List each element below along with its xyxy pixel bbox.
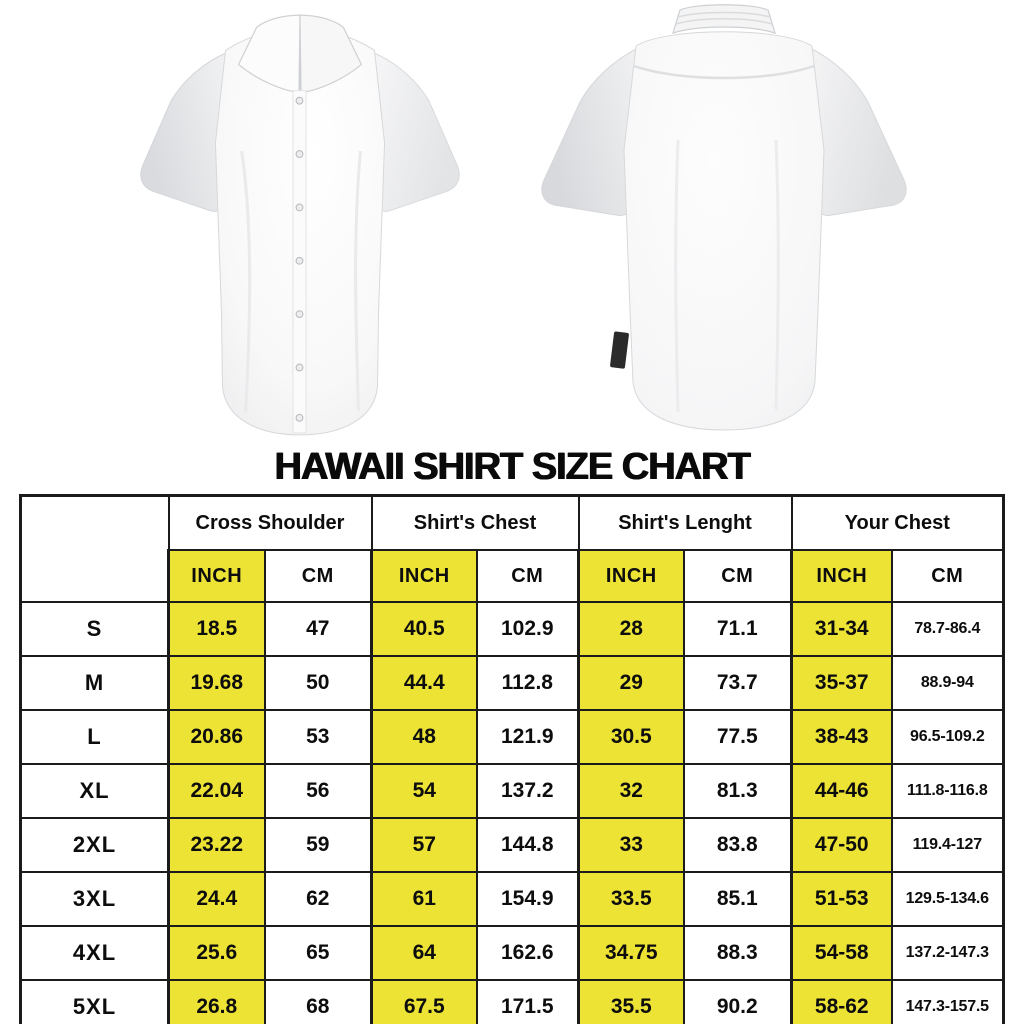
shirts-lenght-cm-value: 73.7 (684, 656, 792, 710)
shirts-lenght-inch-value: 33.5 (579, 872, 684, 926)
your-chest-inch-value: 35-37 (792, 656, 892, 710)
group-your-chest: Your Chest (792, 496, 1004, 551)
cross-shoulder-cm-value: 50 (265, 656, 372, 710)
table-row (21, 656, 1004, 710)
cross-shoulder-inch-value: 25.6 (169, 926, 265, 980)
size-label: 4XL (21, 926, 169, 980)
your-chest-cm-value: 96.5-109.2 (892, 710, 1004, 764)
shirt-front-image (122, 0, 478, 445)
your-chest-inch-value: 58-62 (792, 980, 892, 1024)
your-chest-cm-value: 111.8-116.8 (892, 764, 1004, 818)
your-chest-inch-value: 31-34 (792, 602, 892, 656)
size-table-body (21, 602, 1004, 1024)
shirts-chest-inch-value: 48 (372, 710, 477, 764)
unit-header-row (21, 550, 1004, 602)
your-chest-inch-value: 54-58 (792, 926, 892, 980)
unit-cm: CM (684, 550, 792, 602)
unit-cm: CM (477, 550, 579, 602)
shirts-lenght-cm-value: 85.1 (684, 872, 792, 926)
shirts-chest-cm-value: 121.9 (477, 710, 579, 764)
table-row (21, 818, 1004, 872)
cross-shoulder-cm-value: 59 (265, 818, 372, 872)
shirts-chest-cm-value: 154.9 (477, 872, 579, 926)
cross-shoulder-inch-value: 18.5 (169, 602, 265, 656)
shirts-chest-cm-value: 137.2 (477, 764, 579, 818)
table-row (21, 764, 1004, 818)
corner-cell (21, 496, 169, 603)
cross-shoulder-inch-value: 19.68 (169, 656, 265, 710)
your-chest-inch-value: 44-46 (792, 764, 892, 818)
group-header-row (21, 496, 1004, 551)
shirts-chest-inch-value: 61 (372, 872, 477, 926)
size-label: M (21, 656, 169, 710)
hem-tag (610, 331, 629, 369)
size-label: 3XL (21, 872, 169, 926)
shirts-lenght-inch-value: 30.5 (579, 710, 684, 764)
shirts-lenght-cm-value: 71.1 (684, 602, 792, 656)
shirts-chest-inch-value: 57 (372, 818, 477, 872)
your-chest-cm-value: 78.7-86.4 (892, 602, 1004, 656)
group-cross-shoulder: Cross Shoulder (169, 496, 372, 551)
unit-inch: INCH (792, 550, 892, 602)
shirts-lenght-inch-value: 35.5 (579, 980, 684, 1024)
unit-cm: CM (265, 550, 372, 602)
unit-inch: INCH (579, 550, 684, 602)
cross-shoulder-inch-value: 24.4 (169, 872, 265, 926)
shirts-lenght-cm-value: 77.5 (684, 710, 792, 764)
your-chest-inch-value: 51-53 (792, 872, 892, 926)
shirts-chest-cm-value: 102.9 (477, 602, 579, 656)
shirts-chest-inch-value: 40.5 (372, 602, 477, 656)
shirts-lenght-inch-value: 28 (579, 602, 684, 656)
your-chest-inch-value: 47-50 (792, 818, 892, 872)
size-label: S (21, 602, 169, 656)
back-torso (624, 32, 824, 430)
cross-shoulder-cm-value: 53 (265, 710, 372, 764)
your-chest-cm-value: 88.9-94 (892, 656, 1004, 710)
cross-shoulder-cm-value: 56 (265, 764, 372, 818)
size-chart-table (19, 494, 1005, 1024)
table-row (21, 980, 1004, 1024)
page-title: HAWAII SHIRT SIZE CHART (274, 446, 750, 488)
table-row (21, 710, 1004, 764)
shirts-chest-cm-value: 112.8 (477, 656, 579, 710)
group-shirts-chest: Shirt's Chest (372, 496, 579, 551)
cross-shoulder-inch-value: 26.8 (169, 980, 265, 1024)
shirts-chest-cm-value: 171.5 (477, 980, 579, 1024)
your-chest-cm-value: 119.4-127 (892, 818, 1004, 872)
shirts-chest-inch-value: 54 (372, 764, 477, 818)
group-shirts-lenght: Shirt's Lenght (579, 496, 792, 551)
shirts-lenght-cm-value: 88.3 (684, 926, 792, 980)
shirts-lenght-inch-value: 34.75 (579, 926, 684, 980)
unit-inch: INCH (169, 550, 265, 602)
shirts-chest-cm-value: 162.6 (477, 926, 579, 980)
shirts-chest-inch-value: 64 (372, 926, 477, 980)
size-chart-table-wrap (19, 494, 1005, 1024)
cross-shoulder-cm-value: 62 (265, 872, 372, 926)
shirts-lenght-cm-value: 83.8 (684, 818, 792, 872)
shirt-back-image (528, 0, 920, 442)
shirts-lenght-inch-value: 29 (579, 656, 684, 710)
size-label: 5XL (21, 980, 169, 1024)
cross-shoulder-cm-value: 68 (265, 980, 372, 1024)
cross-shoulder-cm-value: 47 (265, 602, 372, 656)
cross-shoulder-cm-value: 65 (265, 926, 372, 980)
cross-shoulder-inch-value: 22.04 (169, 764, 265, 818)
unit-cm: CM (892, 550, 1004, 602)
unit-inch: INCH (372, 550, 477, 602)
your-chest-cm-value: 129.5-134.6 (892, 872, 1004, 926)
table-row (21, 872, 1004, 926)
shirts-lenght-cm-value: 90.2 (684, 980, 792, 1024)
shirts-chest-cm-value: 144.8 (477, 818, 579, 872)
shirts-chest-inch-value: 67.5 (372, 980, 477, 1024)
your-chest-cm-value: 137.2-147.3 (892, 926, 1004, 980)
table-row (21, 926, 1004, 980)
size-label: XL (21, 764, 169, 818)
cross-shoulder-inch-value: 23.22 (169, 818, 265, 872)
size-label: L (21, 710, 169, 764)
size-label: 2XL (21, 818, 169, 872)
shirts-lenght-cm-value: 81.3 (684, 764, 792, 818)
table-row (21, 602, 1004, 656)
your-chest-cm-value: 147.3-157.5 (892, 980, 1004, 1024)
cross-shoulder-inch-value: 20.86 (169, 710, 265, 764)
your-chest-inch-value: 38-43 (792, 710, 892, 764)
shirts-lenght-inch-value: 32 (579, 764, 684, 818)
shirts-chest-inch-value: 44.4 (372, 656, 477, 710)
shirts-lenght-inch-value: 33 (579, 818, 684, 872)
